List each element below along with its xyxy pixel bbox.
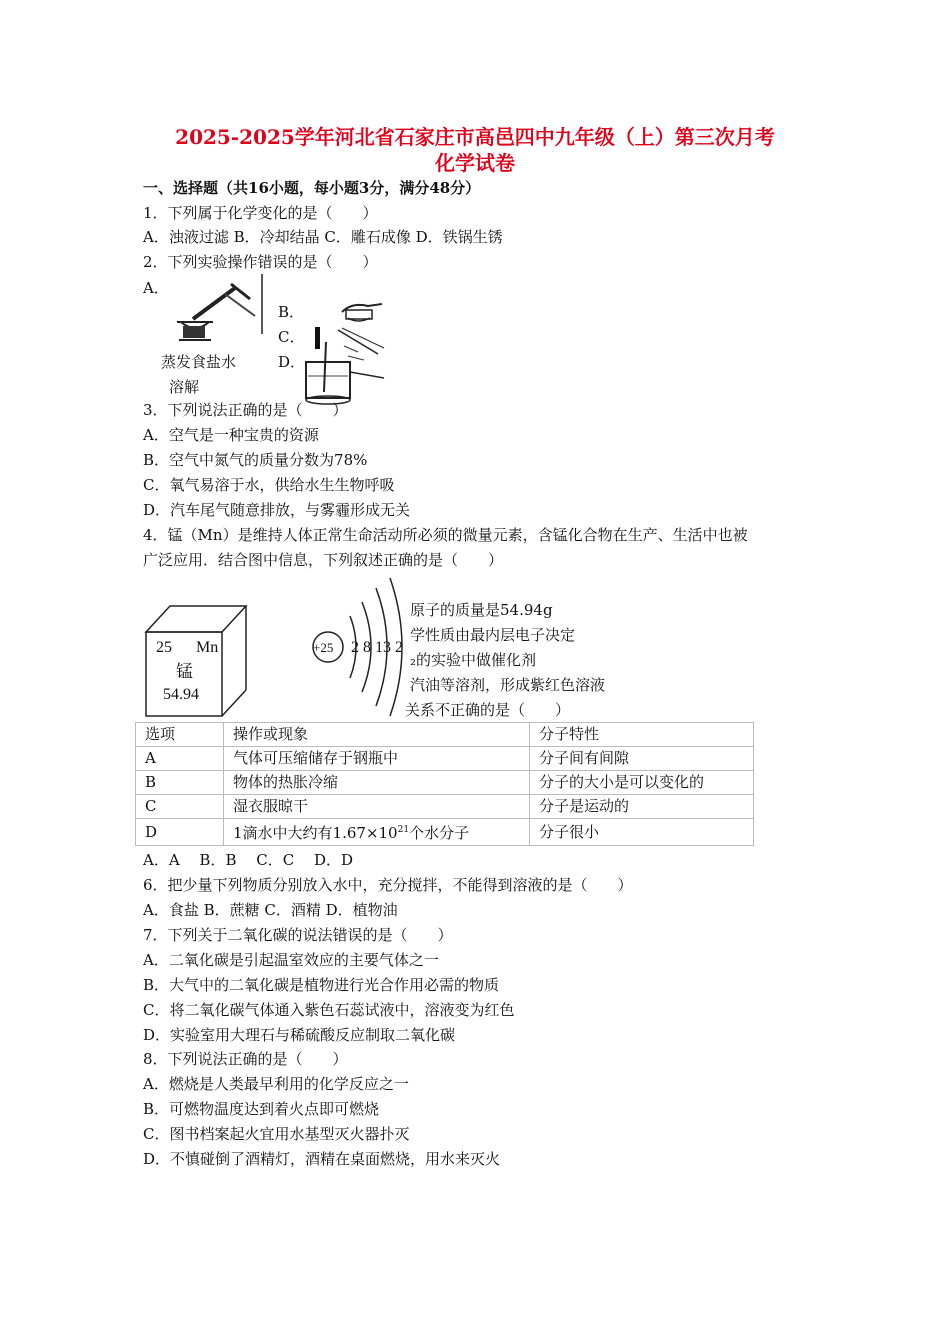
q8-option-d: D．不慎碰倒了酒精灯，酒精在桌面燃烧，用水来灭火 [143, 1150, 501, 1168]
q3-option-c: C．氧气易溶于水，供给水生生物呼吸 [143, 476, 395, 494]
table-cell: 气体可压缩储存于钢瓶中 [224, 747, 530, 771]
q7-option-c: C．将二氧化碳气体通入紫色石蕊试液中，溶液变为红色 [143, 1001, 515, 1019]
table-cell: 分子间有间隙 [530, 747, 754, 771]
q2-caption-evaporation: 蒸发食盐水 [161, 353, 237, 371]
q3-option-b: B．空气中氮气的质量分数为78% [143, 451, 368, 469]
element-name: 锰 [176, 662, 193, 682]
table-row [136, 747, 754, 771]
electron-shells: 2 8 13 2 [351, 639, 403, 656]
pouring-liquid-image [338, 298, 388, 326]
table-cell [224, 819, 530, 846]
table-cell: 物体的热胀冷缩 [224, 771, 530, 795]
q5-stem-tail: 关系不正确的是（ ） [405, 701, 571, 719]
table-cell: 分子的大小是可以变化的 [530, 771, 754, 795]
row-d-text-post: 个水分子 [409, 824, 470, 842]
table-cell: C [136, 795, 224, 819]
q4-stem-line2: 广泛应用．结合图中信息，下列叙述正确的是（ ） [143, 551, 504, 569]
table-header-row [136, 723, 754, 747]
table-row [136, 771, 754, 795]
q1-options: A．浊液过滤 B．冷却结晶 C．雕石成像 D．铁锅生锈 [143, 228, 503, 246]
element-symbol: Mn [196, 639, 219, 656]
table-header-cell: 操作或现象 [224, 723, 530, 747]
beaker-stirring-image [298, 328, 390, 406]
q3-option-d: D．汽车尾气随意排放，与雾霾形成无关 [143, 501, 411, 519]
q4-stem-line1: 4．锰（Mn）是维持人体正常生命活动所必须的微量元素，含锰化合物在生产、生活中也被 [143, 526, 748, 544]
q2-caption-dissolve: 溶解 [169, 378, 200, 396]
table-header-cell: 选项 [136, 723, 224, 747]
element-atomic-number: 25 [156, 639, 172, 656]
section-heading: 一、选择题（共16小题，每小题3分，满分48分） [143, 179, 481, 197]
q8-option-b: B．可燃物温度达到着火点即可燃烧 [143, 1100, 380, 1118]
page-title-line2: 化学试卷 [435, 151, 515, 175]
q1-stem: 1．下列属于化学变化的是（ ） [143, 204, 378, 222]
q4-option-c: ₂的实验中做催化剂 [410, 651, 537, 669]
q3-stem: 3．下列说法正确的是（ ） [143, 401, 348, 419]
q4-option-d: 汽油等溶剂，形成紫红色溶液 [410, 676, 606, 694]
nucleus-charge: +25 [313, 640, 334, 655]
table-row [136, 795, 754, 819]
page-title-line1: 2025-2025学年河北省石家庄市高邑四中九年级（上）第三次月考 [175, 125, 775, 149]
q7-option-d: D．实验室用大理石与稀硫酸反应制取二氧化碳 [143, 1026, 456, 1044]
row-d-text-pre: 1滴水中大约有1.67×10 [233, 824, 398, 842]
q2-option-a-label: A． [143, 279, 169, 297]
q2-option-c-label: C． [278, 328, 305, 346]
q2-stem: 2．下列实验操作错误的是（ ） [143, 253, 378, 271]
q6-options: A．食盐 B．蔗糖 C．酒精 D．植物油 [143, 901, 398, 919]
q5-table [135, 722, 754, 846]
table-cell: 湿衣服晾干 [224, 795, 530, 819]
table-cell: A [136, 747, 224, 771]
evaporation-apparatus-image [165, 274, 270, 344]
q7-option-a: A．二氧化碳是引起温室效应的主要气体之一 [143, 951, 439, 969]
q3-option-a: A．空气是一种宝贵的资源 [143, 426, 319, 444]
q7-option-b: B．大气中的二氧化碳是植物进行光合作用必需的物质 [143, 976, 500, 994]
q2-option-d-label: D． [278, 353, 306, 371]
q8-option-c: C．图书档案起火宜用水基型灭火器扑灭 [143, 1125, 410, 1143]
q4-option-a: 原子的质量是54.94g [410, 601, 553, 619]
q4-option-b: 学性质由最内层电子决定 [410, 626, 576, 644]
table-cell: 分子很小 [530, 819, 754, 846]
q6-stem: 6．把少量下列物质分别放入水中，充分搅拌，不能得到溶液的是（ ） [143, 876, 633, 894]
table-cell: 分子是运动的 [530, 795, 754, 819]
row-d-exponent: 21 [397, 825, 410, 835]
q8-option-a: A．燃烧是人类最早利用的化学反应之一 [143, 1075, 409, 1093]
table-row [136, 819, 754, 846]
q7-stem: 7．下列关于二氧化碳的说法错误的是（ ） [143, 926, 453, 944]
q5-options: A．A B．B C．C D．D [143, 851, 354, 869]
element-atomic-mass: 54.94 [163, 686, 199, 703]
q8-stem: 8．下列说法正确的是（ ） [143, 1050, 348, 1068]
table-cell: D [136, 819, 224, 846]
table-cell: B [136, 771, 224, 795]
q2-option-b-label: B． [278, 303, 305, 321]
table-header-cell: 分子特性 [530, 723, 754, 747]
